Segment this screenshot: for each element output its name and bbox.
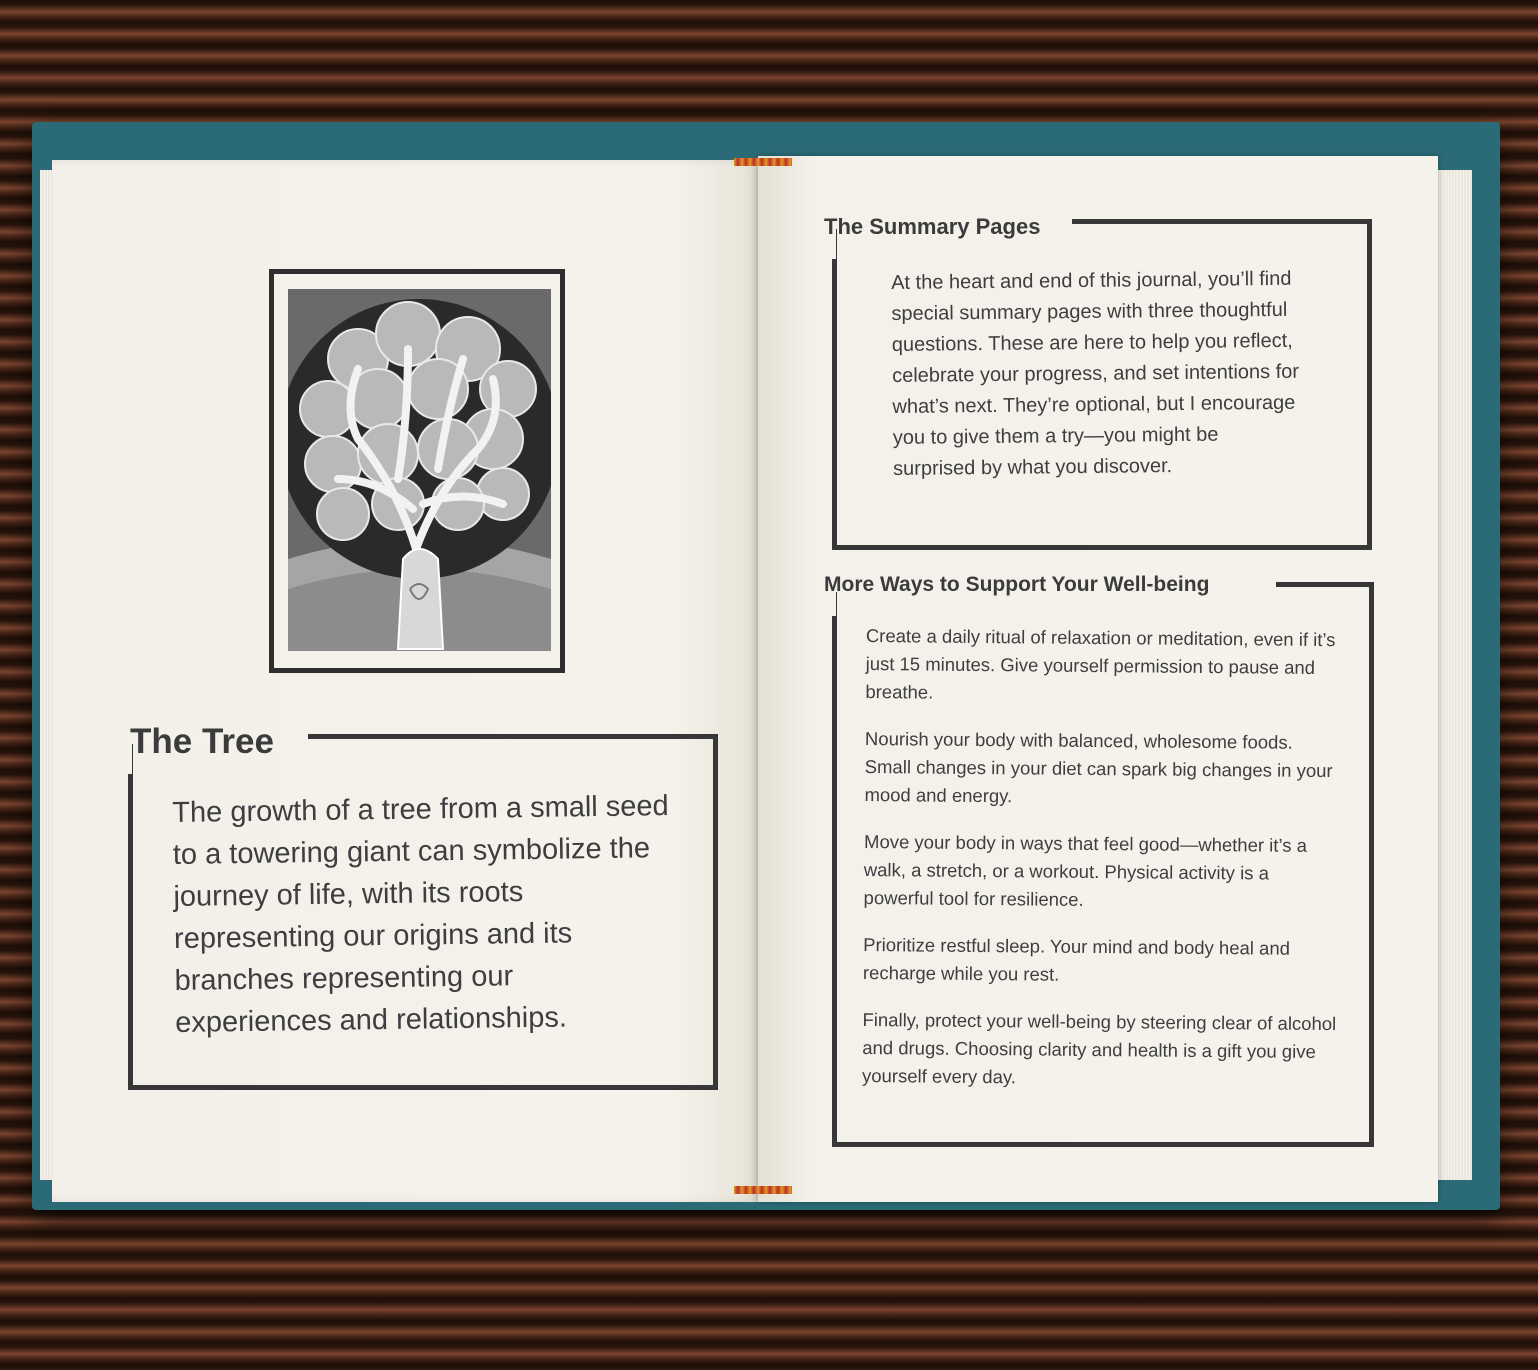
summary-section-title: The Summary Pages	[824, 214, 1041, 239]
tree-section-body: The growth of a tree from a small seed to a towering giant can symbolize the journey of life, with its roots representing our origins and its branches representing our experiences and relationships.	[172, 790, 669, 1039]
list-item: Nourish your body with balanced, wholesome foods. Small changes in your diet can spark big changes in your mood and energy.	[864, 727, 1333, 807]
bookmark-ribbon-top	[734, 158, 792, 166]
list-item: Create a daily ritual of relaxation or meditation, even if it’s just 15 minutes. Give yourself permission to pause and breathe.	[865, 624, 1336, 703]
summary-section-body: At the heart and end of this journal, you’ll find special summary pages with three thoughtful questions. These are here to help you reflect, celebrate your progress, and set intentions for what’s next. They’re optional, but I encourage you to give them a try—you might be surprised by what you discover.	[891, 267, 1300, 480]
list-item: Prioritize restful sleep. Your mind and body heal and recharge while you rest.	[862, 933, 1291, 985]
ways-section-title: More Ways to Support Your Well-being	[824, 573, 1210, 596]
illustration-frame	[269, 269, 565, 673]
right-page-edges	[1438, 170, 1472, 1180]
tree-section-title: The Tree	[130, 722, 274, 761]
bookmark-ribbon-bottom	[734, 1186, 792, 1194]
tree-illustration-icon	[288, 289, 551, 651]
ways-list	[862, 622, 1344, 1113]
list-item: Move your body in ways that feel good—whether it’s a walk, a stretch, or a workout. Physical activity is a powerful tool for resilience.	[863, 830, 1308, 910]
list-item: Finally, protect your well-being by steering clear of alcohol and drugs. Choosing clarity and health is a gift you give yourself every day.	[861, 1008, 1337, 1088]
